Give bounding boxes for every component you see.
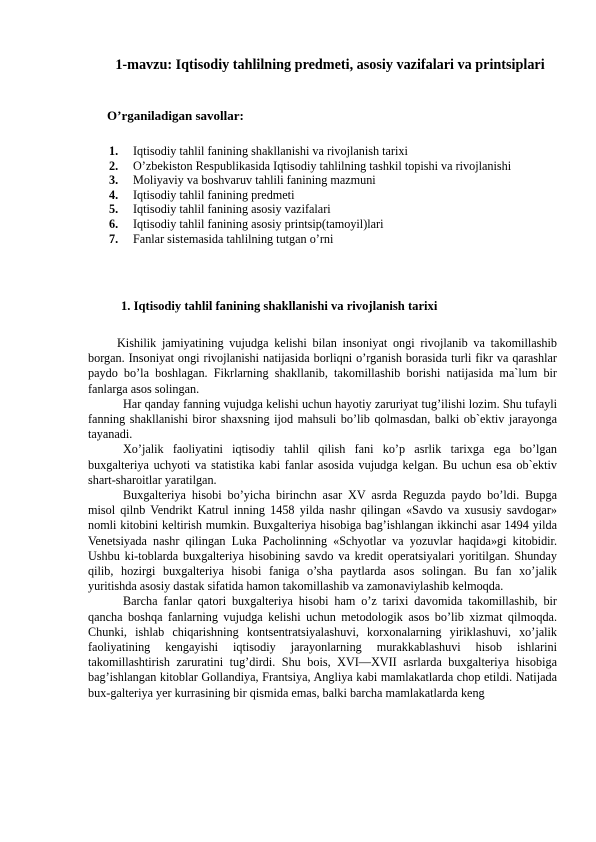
list-item-number: 2.	[109, 158, 119, 173]
paragraph: Buxgalteriya hisobi bo’yicha birinchn asar XV asrda Reguzda paydo bo’ldi. Bupga misol qilnb Vendrikt Katrul inning 1458 yilda nashr qilingan «Savdo va xususiy savdogar» nomli kitobini keltirish mumkin. Buxgalteriya hisobiga bag’ishlangan ikkinchi asar 1494 yilda Venetsiyada nashr qilingan Luka Pacholinning «Schyotlar va yozuvlar haqida»gi kitobidir. Ushbu ki-toblarda buxgalteriya hisobining savdo va kredit operatsiyalari yoritilgan. Shunday qilib, hozirgi buxgalteriya hisobi faniga o’sha paytlarda asos solingan. Bu fan xo’jalik yuritishda asosiy dastak sifatida hamon takomillashib va zamonaviylashib kelmoqda.	[88, 488, 557, 594]
list-item-number: 6.	[109, 216, 119, 231]
body-text	[88, 336, 557, 701]
paragraph: Xo’jalik faoliyatini iqtisodiy tahlil qilish fani ko’p asrlik tarixga ega bo’lgan buxgalteriya uchyoti va statistika kabi fanlar asosida vujudga kelgan. Bu uchun esa ob`ektiv shart-sharoitlar yaratilgan.	[88, 442, 557, 487]
paragraph: Barcha fanlar qatori buxgalteriya hisobi ham o’z tarixi davomida takomillashib, bir qancha boshqa fanlarning vujudga kelishi uchun metodologik asos bo’lib xizmat qilmoqda. Chunki, ishlab chiqarishning kontsentratsiyalashuvi, korxonalarning yiriklashuvi, xo’jalik faoliyatining kengayishi iqtisodiy jarayonlarning murakkablashuvi hisob ishlarini takomillashtirish zaruratini tug’dirdi. Shu bois, XVI—XVII asrlarda buxgalteriya hisobiga bag’ishlangan kitoblar Gollandiya, Frantsiya, Angliya kabi mamlakatlarda chop etildi. Natijada bux-galteriya yer kurrasining bir qismida emas, balki barcha mamlakatlarda keng	[88, 594, 557, 700]
list-item-text: Iqtisodiy tahlil fanining shakllanishi va rivojlanish tarixi	[133, 144, 408, 158]
list-item	[109, 159, 539, 174]
paragraph: Kishilik jamiyatining vujudga kelishi bilan insoniyat ongi rivojlanib va takomillashib borgan. Insoniyat ongi rivojlanishi natijasida borliqni o’rganish borasida turli fikr va qarashlar paydo bo’la boshlagan. Fikrlarning shakllanib, takomillashib borishi natijasida ma`lum bir fanlarga asos solingan.	[88, 336, 557, 396]
list-item	[109, 173, 539, 188]
list-item-text: Moliyaviy va boshvaruv tahlili fanining mazmuni	[133, 173, 376, 188]
list-item-number: 7.	[109, 231, 119, 246]
questions-heading: O’rganiladigan savollar:	[107, 108, 244, 123]
list-item-number: 3.	[109, 173, 119, 188]
list-item	[109, 144, 539, 159]
list-item-text: O’zbekiston Respublikasida Iqtisodiy tahlilning tashkil topishi va rivojlanishi	[133, 158, 512, 173]
list-item	[109, 188, 539, 203]
list-item-number: 5.	[109, 202, 119, 217]
list-item-text: Iqtisodiy tahlil fanining asosiy printsip(tamoyil)lari	[133, 216, 384, 231]
list-item	[109, 232, 539, 247]
list-item-text: Iqtisodiy tahlil fanining asosiy vazifalari	[133, 202, 331, 217]
page-title: 1-mavzu: Iqtisodiy tahlilning predmeti, asosiy vazifalari va printsiplari	[115, 57, 545, 73]
list-item-text: Iqtisodiy tahlil fanining predmeti	[133, 187, 295, 202]
list-item	[109, 202, 539, 217]
list-item-text: Fanlar sistemasida tahlilning tutgan o’rni	[133, 231, 334, 246]
list-item-number: 4.	[109, 187, 119, 202]
list-item-number: 1.	[109, 144, 119, 158]
paragraph: Har qanday fanning vujudga kelishi uchun hayotiy zaruriyat tug’ilishi lozim. Shu tufayli fanning shakllanishi biror shaxsning ijod mahsuli bo’lib qolmasdan, balki ob`ektiv jarayonga tayanadi.	[88, 396, 557, 442]
section-heading: 1. Iqtisodiy tahlil fanining shakllanishi va rivojlanish tarixi	[121, 299, 438, 313]
list-item	[109, 217, 539, 232]
questions-list	[109, 144, 539, 246]
